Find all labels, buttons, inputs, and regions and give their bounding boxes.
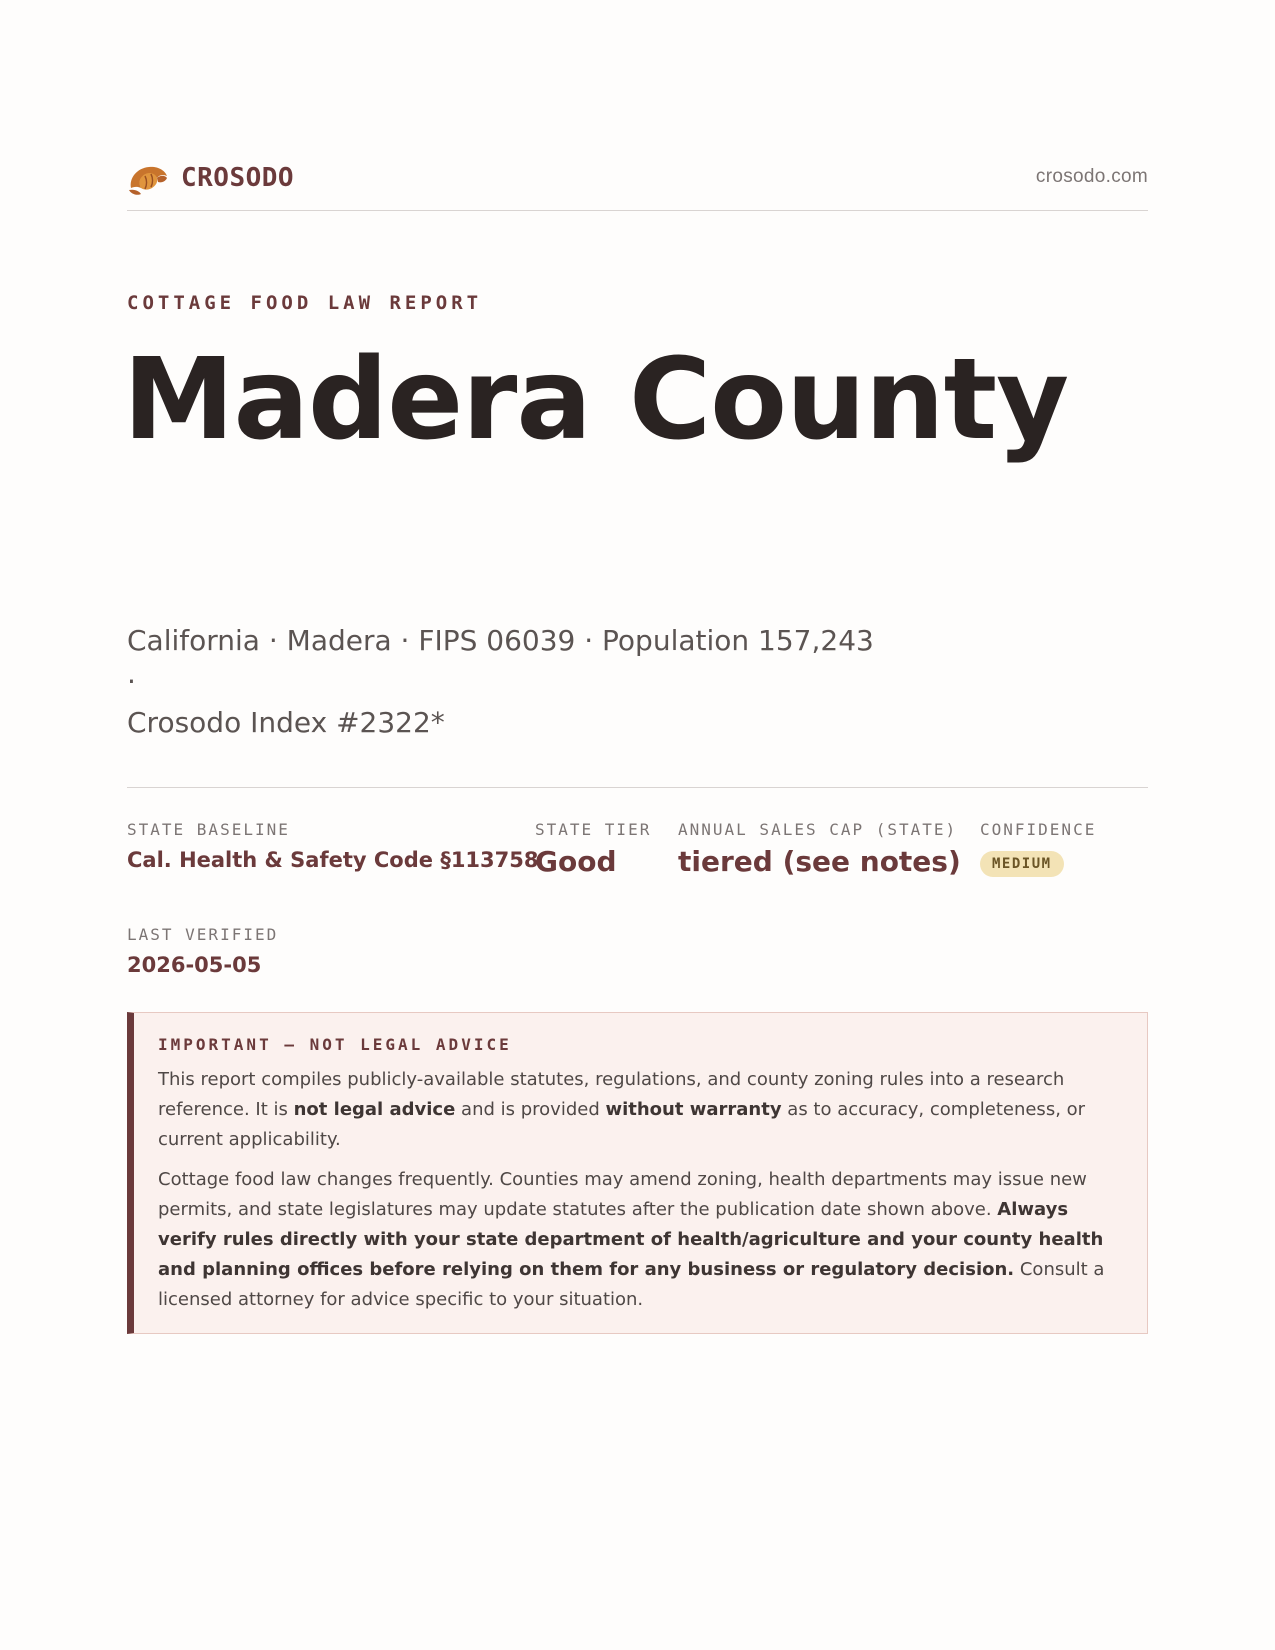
notice-emphasis: without warranty: [605, 1099, 782, 1120]
croissant-icon: [127, 158, 169, 198]
annual-sales-cap: [678, 820, 961, 878]
state-baseline-label: STATE BASELINE: [127, 820, 290, 839]
notice-text: Cottage food law changes frequently. Counties may amend zoning, health departments may issue new permits, and state legislatures may update statutes after the publication date shown above.: [158, 1169, 1087, 1220]
status-badge: MEDIUM: [980, 851, 1064, 877]
confidence: [980, 820, 1096, 877]
subtitle-line-2: Crosodo Index #2322*: [127, 706, 445, 739]
report-eyebrow: COTTAGE FOOD LAW REPORT: [127, 292, 483, 314]
notice-text: This report compiles publicly-available statutes, regulations, and county zoning rules into a research reference. It is: [158, 1069, 1065, 1120]
sales-cap-label: ANNUAL SALES CAP (STATE): [678, 820, 958, 839]
notice-paragraph-2: [158, 1165, 1121, 1315]
notice-emphasis: not legal advice: [293, 1099, 456, 1120]
state-baseline-value: Cal. Health & Safety Code §113758: [127, 848, 539, 872]
state-tier-label: STATE TIER: [535, 820, 652, 839]
notice-text: as to accuracy, completeness, or current applicability.: [158, 1099, 1086, 1150]
notice-text: Consult a licensed attorney for advice specific to your situation.: [158, 1259, 1105, 1310]
site-url[interactable]: crosodo.com: [1035, 166, 1148, 187]
page-title: Madera County: [123, 335, 1069, 465]
report-subtitle: [127, 620, 887, 743]
notice-emphasis: Always verify rules directly with your state department of health/agriculture and your county health and planning offices before relying on them for any business or regulatory decision.: [158, 1199, 1104, 1280]
notice-text: and is provided: [455, 1099, 606, 1120]
brand: [127, 158, 294, 198]
brand-name: CROSODO: [181, 163, 295, 193]
legal-notice: [127, 1012, 1148, 1334]
sales-cap-value: tiered (see notes): [678, 845, 961, 878]
last-verified-value: 2026-05-05: [127, 953, 262, 977]
state-baseline: [127, 820, 539, 872]
last-verified-label: LAST VERIFIED: [127, 925, 279, 944]
subtitle-line-1: California · Madera · FIPS 06039 · Population 157,243 ·: [127, 624, 874, 698]
notice-heading: IMPORTANT — NOT LEGAL ADVICE: [158, 1035, 512, 1054]
state-tier-value: Good: [535, 845, 617, 878]
notice-paragraph-1: [158, 1065, 1121, 1155]
confidence-label: CONFIDENCE: [980, 820, 1097, 839]
report-header: [127, 158, 1148, 211]
state-tier: [535, 820, 651, 878]
divider: [127, 787, 1148, 788]
last-verified: [127, 925, 278, 977]
